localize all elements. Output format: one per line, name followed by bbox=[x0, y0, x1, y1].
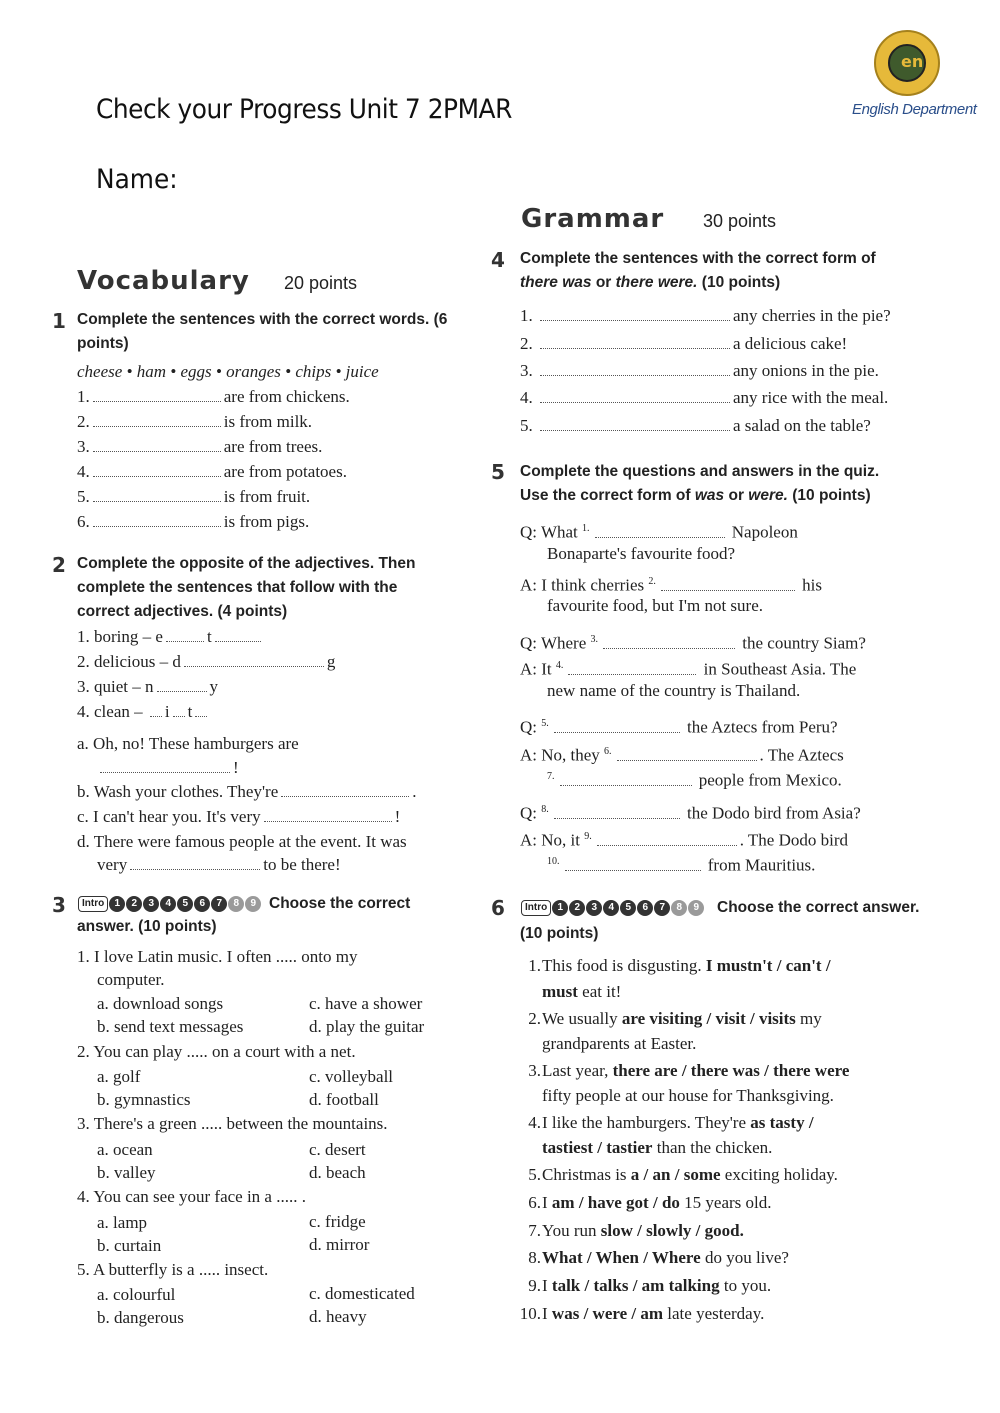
opposite-item-2[interactable] bbox=[77, 651, 335, 673]
item-text: are from potatoes. bbox=[223, 462, 347, 481]
blank[interactable] bbox=[597, 832, 737, 846]
sentence-text: b. Wash your clothes. They're bbox=[77, 782, 279, 801]
level-number: 3 bbox=[586, 900, 602, 916]
item-text: I like the hamburgers. They're bbox=[542, 1113, 751, 1132]
fill-in-item[interactable] bbox=[520, 305, 891, 327]
exercise-2-number: 2 bbox=[52, 553, 66, 577]
level-number: 6 bbox=[637, 900, 653, 916]
option[interactable]: b. send text messages bbox=[97, 1017, 244, 1036]
intro-badge: Intro bbox=[521, 900, 551, 916]
item-text: I bbox=[542, 1193, 552, 1212]
item-text: than the chicken. bbox=[652, 1138, 773, 1157]
exercise-1-number: 1 bbox=[52, 309, 66, 333]
level-number: 8 bbox=[228, 896, 244, 912]
fill-in-item[interactable] bbox=[77, 411, 312, 433]
item-text: I bbox=[542, 1304, 552, 1323]
item-number: 4. bbox=[528, 1113, 541, 1132]
school-crest-icon: en bbox=[874, 30, 940, 96]
exercise-6-number: 6 bbox=[491, 896, 505, 920]
level-number: 4 bbox=[160, 896, 176, 912]
exercise-6-instruction: Choose the correct answer. bbox=[717, 899, 920, 916]
fill-in-item[interactable] bbox=[77, 461, 347, 483]
blank[interactable] bbox=[560, 772, 692, 786]
quiz-line[interactable]: $^{10.}$ from Mauritius. bbox=[547, 855, 816, 875]
choice-options[interactable]: tastiest / tastier bbox=[542, 1138, 653, 1157]
question-1-cont: computer. bbox=[97, 970, 165, 989]
item-text: any cherries in the pie? bbox=[733, 306, 891, 325]
option[interactable]: b. gymnastics bbox=[97, 1090, 191, 1109]
item-text: eat it! bbox=[577, 982, 622, 1001]
item-number: 2. bbox=[77, 412, 90, 431]
item-number: 4. bbox=[77, 462, 90, 481]
blank[interactable] bbox=[540, 335, 730, 349]
level-number: 9 bbox=[245, 896, 261, 912]
opposite-letter: e bbox=[155, 627, 163, 646]
level-number: 1 bbox=[109, 896, 125, 912]
option[interactable]: b. dangerous bbox=[97, 1308, 184, 1327]
blank[interactable] bbox=[565, 857, 701, 871]
quiz-line[interactable]: A: No, they $^{6.}$ . The Aztecs bbox=[520, 745, 844, 765]
level-number: 3 bbox=[143, 896, 159, 912]
choice-options[interactable]: there are / there was / there were bbox=[612, 1061, 850, 1080]
level-number: 2 bbox=[569, 900, 585, 916]
blank[interactable] bbox=[215, 628, 261, 642]
choice-item[interactable] bbox=[509, 1247, 789, 1269]
option[interactable]: b. curtain bbox=[97, 1236, 162, 1255]
choice-item[interactable] bbox=[509, 1033, 696, 1055]
item-number: 6. bbox=[528, 1193, 541, 1212]
page-title: Check your Progress Unit 7 2PMAR bbox=[96, 94, 512, 125]
item-number: 1. bbox=[528, 956, 541, 975]
item-text: my bbox=[795, 1009, 822, 1028]
item-text: exciting holiday. bbox=[720, 1165, 838, 1184]
exercise-1-instruction: Complete the sentences with the correct words. (6 points) bbox=[77, 311, 448, 352]
option[interactable]: a. download songs bbox=[97, 994, 224, 1013]
opposite-num: 3. bbox=[77, 677, 90, 696]
option[interactable]: d. play the guitar bbox=[309, 1017, 425, 1036]
option[interactable]: c. desert bbox=[309, 1140, 366, 1159]
choice-options[interactable]: was / were / am bbox=[551, 1304, 664, 1323]
opposite-item-1[interactable] bbox=[77, 626, 264, 648]
item-text: are from chickens. bbox=[223, 387, 350, 406]
choice-item[interactable] bbox=[509, 1303, 764, 1325]
blank[interactable] bbox=[595, 524, 725, 538]
choice-options[interactable]: must bbox=[542, 982, 578, 1001]
question-2: 2. You can play ..... on a court with a net. bbox=[77, 1042, 356, 1061]
quiz-line[interactable]: Q: $^{5.}$ the Aztecs from Peru? bbox=[520, 717, 838, 737]
item-number: 10. bbox=[519, 1304, 541, 1323]
choice-item[interactable] bbox=[509, 1112, 814, 1134]
choice-options[interactable]: talk / talks / am talking bbox=[551, 1276, 720, 1295]
choice-item[interactable] bbox=[509, 1164, 838, 1186]
opposite-letter: t bbox=[206, 627, 212, 646]
opposite-letter: g bbox=[326, 652, 336, 671]
blank[interactable] bbox=[264, 808, 392, 822]
item-text: to you. bbox=[719, 1276, 772, 1295]
level-number: 8 bbox=[671, 900, 687, 916]
item-number: 5. bbox=[77, 487, 90, 506]
sentence-b[interactable] bbox=[77, 781, 417, 803]
item-text: You run bbox=[542, 1221, 601, 1240]
item-text: any rice with the meal. bbox=[733, 388, 889, 407]
quiz-line[interactable]: A: It $^{4.}$ in Southeast Asia. The bbox=[520, 659, 857, 679]
exercise-3-instruction-cont: answer. (10 points) bbox=[77, 918, 217, 935]
item-number: 6. bbox=[77, 512, 90, 531]
choice-item[interactable] bbox=[509, 1192, 772, 1214]
option[interactable]: d. football bbox=[309, 1090, 379, 1109]
blank[interactable] bbox=[93, 463, 221, 477]
level-number: 7 bbox=[654, 900, 670, 916]
blank[interactable] bbox=[173, 703, 185, 717]
level-number: 9 bbox=[688, 900, 704, 916]
question-1: 1. I love Latin music. I often ..... onto my bbox=[77, 947, 358, 966]
level-number: 6 bbox=[194, 896, 210, 912]
option[interactable]: c. domesticated bbox=[309, 1284, 415, 1303]
blank[interactable] bbox=[93, 413, 221, 427]
blank[interactable] bbox=[93, 438, 221, 452]
choice-item[interactable] bbox=[509, 1085, 834, 1107]
fill-in-item[interactable] bbox=[77, 486, 310, 508]
blank[interactable] bbox=[540, 362, 730, 376]
fill-in-item[interactable] bbox=[520, 360, 879, 382]
exercise-2-instruction: Complete the opposite of the adjectives. Then complete the sentences that follow with the correct adjectives. (4 points) bbox=[77, 555, 416, 620]
quiz-line[interactable]: Q: $^{8.}$ the Dodo bird from Asia? bbox=[520, 803, 861, 823]
item-number: 7. bbox=[528, 1221, 541, 1240]
item-number: 8. bbox=[528, 1248, 541, 1267]
sentence-text: very bbox=[97, 855, 128, 874]
vocabulary-heading: Vocabulary bbox=[77, 266, 250, 296]
exercise-5-number: 5 bbox=[491, 460, 505, 484]
item-text: are from trees. bbox=[223, 437, 323, 456]
opposite-word: boring – bbox=[94, 627, 152, 646]
quiz-line: favourite food, but I'm not sure. bbox=[547, 596, 763, 615]
item-text: grandparents at Easter. bbox=[542, 1034, 697, 1053]
fill-in-item[interactable] bbox=[520, 387, 888, 409]
option[interactable]: d. beach bbox=[309, 1163, 366, 1182]
punctuation: ! bbox=[233, 758, 239, 777]
department-label: English Department bbox=[852, 101, 977, 118]
item-text: late yesterday. bbox=[663, 1304, 765, 1323]
choice-item[interactable] bbox=[509, 1008, 822, 1030]
quiz-line: Bonaparte's favourite food? bbox=[547, 544, 736, 563]
item-number: 3. bbox=[77, 437, 90, 456]
quiz-line[interactable]: $^{7.}$ people from Mexico. bbox=[547, 770, 842, 790]
item-number: 5. bbox=[528, 1165, 541, 1184]
option[interactable]: a. golf bbox=[97, 1067, 141, 1086]
item-text: any onions in the pie. bbox=[733, 361, 879, 380]
option[interactable]: a. ocean bbox=[97, 1140, 153, 1159]
item-number: 1. bbox=[520, 306, 533, 325]
opposite-num: 1. bbox=[77, 627, 90, 646]
item-text: Last year, bbox=[542, 1061, 613, 1080]
sentence-d-line-2[interactable] bbox=[97, 854, 341, 876]
blank[interactable] bbox=[93, 388, 221, 402]
choice-options[interactable]: are visiting / visit / visits bbox=[621, 1009, 796, 1028]
sentence-c[interactable] bbox=[77, 806, 400, 828]
option[interactable]: c. volleyball bbox=[309, 1067, 394, 1086]
blank[interactable] bbox=[166, 628, 204, 642]
sentence-a-blank-line[interactable] bbox=[97, 757, 239, 779]
choice-item[interactable] bbox=[509, 1275, 771, 1297]
item-text: is from pigs. bbox=[223, 512, 310, 531]
opposite-num: 4. bbox=[77, 702, 90, 721]
item-number: 4. bbox=[520, 388, 533, 407]
blank[interactable] bbox=[184, 653, 324, 667]
choice-item[interactable] bbox=[509, 1137, 772, 1159]
question-4: 4. You can see your face in a ..... . bbox=[77, 1187, 306, 1206]
exercise-3-number: 3 bbox=[52, 893, 66, 917]
blank[interactable] bbox=[540, 389, 730, 403]
blank[interactable] bbox=[130, 856, 260, 870]
exercise-4-instruction-cont: there was or there were. (10 points) bbox=[520, 274, 781, 291]
choice-options[interactable]: am / have got / do bbox=[551, 1193, 680, 1212]
word-bank: cheese • ham • eggs • oranges • chips • juice bbox=[77, 362, 379, 381]
item-number: 2. bbox=[528, 1009, 541, 1028]
level-number: 1 bbox=[552, 900, 568, 916]
fill-in-item[interactable] bbox=[520, 333, 847, 355]
quiz-line[interactable]: Q: What $^{1.}$ Napoleon bbox=[520, 522, 798, 542]
sentence-a: a. Oh, no! These hamburgers are bbox=[77, 734, 299, 753]
quiz-line[interactable]: A: No, it $^{9.}$ . The Dodo bird bbox=[520, 830, 849, 850]
opposite-word: clean – bbox=[94, 702, 143, 721]
item-text: is from fruit. bbox=[223, 487, 311, 506]
item-text: 15 years old. bbox=[679, 1193, 772, 1212]
level-number: 7 bbox=[211, 896, 227, 912]
option[interactable]: d. heavy bbox=[309, 1307, 367, 1326]
sentence-d: d. There were famous people at the event. It was bbox=[77, 832, 407, 851]
option[interactable]: c. fridge bbox=[309, 1212, 366, 1231]
blank[interactable] bbox=[281, 783, 409, 797]
quiz-line[interactable]: A: I think cherries $^{2.}$ his bbox=[520, 575, 822, 595]
level-number: 5 bbox=[177, 896, 193, 912]
item-text: a salad on the table? bbox=[733, 416, 871, 435]
fill-in-item[interactable] bbox=[77, 511, 309, 533]
opposite-word: quiet – bbox=[94, 677, 141, 696]
choice-item[interactable] bbox=[509, 1060, 849, 1082]
opposite-letter: d bbox=[172, 652, 181, 671]
grammar-points: 30 points bbox=[703, 211, 777, 231]
blank[interactable] bbox=[603, 635, 735, 649]
blank[interactable] bbox=[554, 805, 680, 819]
item-text: Christmas is bbox=[542, 1165, 631, 1184]
item-number: 5. bbox=[520, 416, 533, 435]
fill-in-item[interactable] bbox=[520, 415, 871, 437]
option[interactable]: c. have a shower bbox=[309, 994, 423, 1013]
choice-options[interactable]: a / an / some bbox=[630, 1165, 721, 1184]
opposite-letter: y bbox=[209, 677, 218, 696]
option[interactable]: a. lamp bbox=[97, 1213, 148, 1232]
blank[interactable] bbox=[540, 417, 730, 431]
item-number: 1. bbox=[77, 387, 90, 406]
exercise-3-instruction: Choose the correct bbox=[269, 895, 411, 912]
option[interactable]: d. mirror bbox=[309, 1235, 370, 1254]
name-label: Name: bbox=[96, 164, 178, 195]
item-text: is from milk. bbox=[223, 412, 313, 431]
item-text: We usually bbox=[542, 1009, 622, 1028]
option[interactable]: a. colourful bbox=[97, 1285, 176, 1304]
punctuation: ! bbox=[394, 807, 401, 826]
blank[interactable] bbox=[93, 488, 221, 502]
choice-item[interactable] bbox=[509, 955, 831, 977]
choice-item[interactable] bbox=[509, 1220, 744, 1242]
choice-options[interactable]: What / When / Where bbox=[542, 1248, 701, 1267]
opposite-letter: n bbox=[145, 677, 154, 696]
opposite-letter: t bbox=[187, 702, 193, 721]
choice-options[interactable]: slow / slowly / good. bbox=[600, 1221, 744, 1240]
option[interactable]: b. valley bbox=[97, 1163, 156, 1182]
question-5: 5. A butterfly is a ..... insect. bbox=[77, 1260, 269, 1279]
blank[interactable] bbox=[157, 678, 207, 692]
blank[interactable] bbox=[540, 307, 730, 321]
intro-badge: Intro bbox=[78, 896, 108, 912]
level-number: 5 bbox=[620, 900, 636, 916]
opposite-letter: i bbox=[164, 702, 170, 721]
item-number: 3. bbox=[528, 1061, 541, 1080]
item-text: a delicious cake! bbox=[733, 334, 848, 353]
choice-item[interactable] bbox=[509, 981, 621, 1003]
blank[interactable] bbox=[150, 703, 162, 717]
level-number: 2 bbox=[126, 896, 142, 912]
vocabulary-points: 20 points bbox=[284, 273, 358, 293]
blank[interactable] bbox=[568, 661, 696, 675]
punctuation: . bbox=[412, 782, 417, 801]
exercise-4-number: 4 bbox=[491, 248, 505, 272]
grammar-heading: Grammar bbox=[521, 204, 665, 234]
item-text: fifty people at our house for Thanksgiving. bbox=[542, 1086, 834, 1105]
exercise-6-instruction-cont: (10 points) bbox=[520, 925, 599, 942]
level-badge bbox=[78, 895, 261, 913]
item-number: 3. bbox=[520, 361, 533, 380]
sentence-text: to be there! bbox=[263, 855, 341, 874]
blank[interactable] bbox=[554, 719, 680, 733]
item-number: 2. bbox=[520, 334, 533, 353]
blank[interactable] bbox=[93, 513, 221, 527]
exercise-5-instruction: Complete the questions and answers in the quiz. bbox=[520, 463, 880, 480]
exercise-5-instruction-cont: Use the correct form of was or were. (10 points) bbox=[520, 487, 871, 504]
opposite-item-4[interactable] bbox=[77, 701, 210, 723]
level-number: 4 bbox=[603, 900, 619, 916]
blank[interactable] bbox=[661, 577, 795, 591]
exercise-4-instruction: Complete the sentences with the correct form of bbox=[520, 250, 876, 267]
item-text: I bbox=[542, 1276, 552, 1295]
item-number: 9. bbox=[528, 1276, 541, 1295]
blank[interactable] bbox=[617, 747, 757, 761]
quiz-line[interactable]: Q: Where $^{3.}$ the country Siam? bbox=[520, 633, 866, 653]
quiz-line: new name of the country is Thailand. bbox=[547, 681, 801, 700]
item-text: do you live? bbox=[700, 1248, 789, 1267]
item-text: This food is disgusting. bbox=[542, 956, 706, 975]
fill-in-item[interactable] bbox=[77, 436, 322, 458]
sentence-text: c. I can't hear you. It's very bbox=[77, 807, 261, 826]
blank[interactable] bbox=[100, 759, 230, 773]
opposite-item-3[interactable] bbox=[77, 676, 218, 698]
choice-options[interactable]: I mustn't / can't / bbox=[705, 956, 831, 975]
question-3: 3. There's a green ..... between the mountains. bbox=[77, 1114, 388, 1133]
opposite-num: 2. bbox=[77, 652, 90, 671]
choice-options[interactable]: as tasty / bbox=[750, 1113, 814, 1132]
opposite-word: delicious – bbox=[94, 652, 169, 671]
fill-in-item[interactable] bbox=[77, 386, 350, 408]
level-badge bbox=[521, 899, 704, 917]
blank[interactable] bbox=[195, 703, 207, 717]
